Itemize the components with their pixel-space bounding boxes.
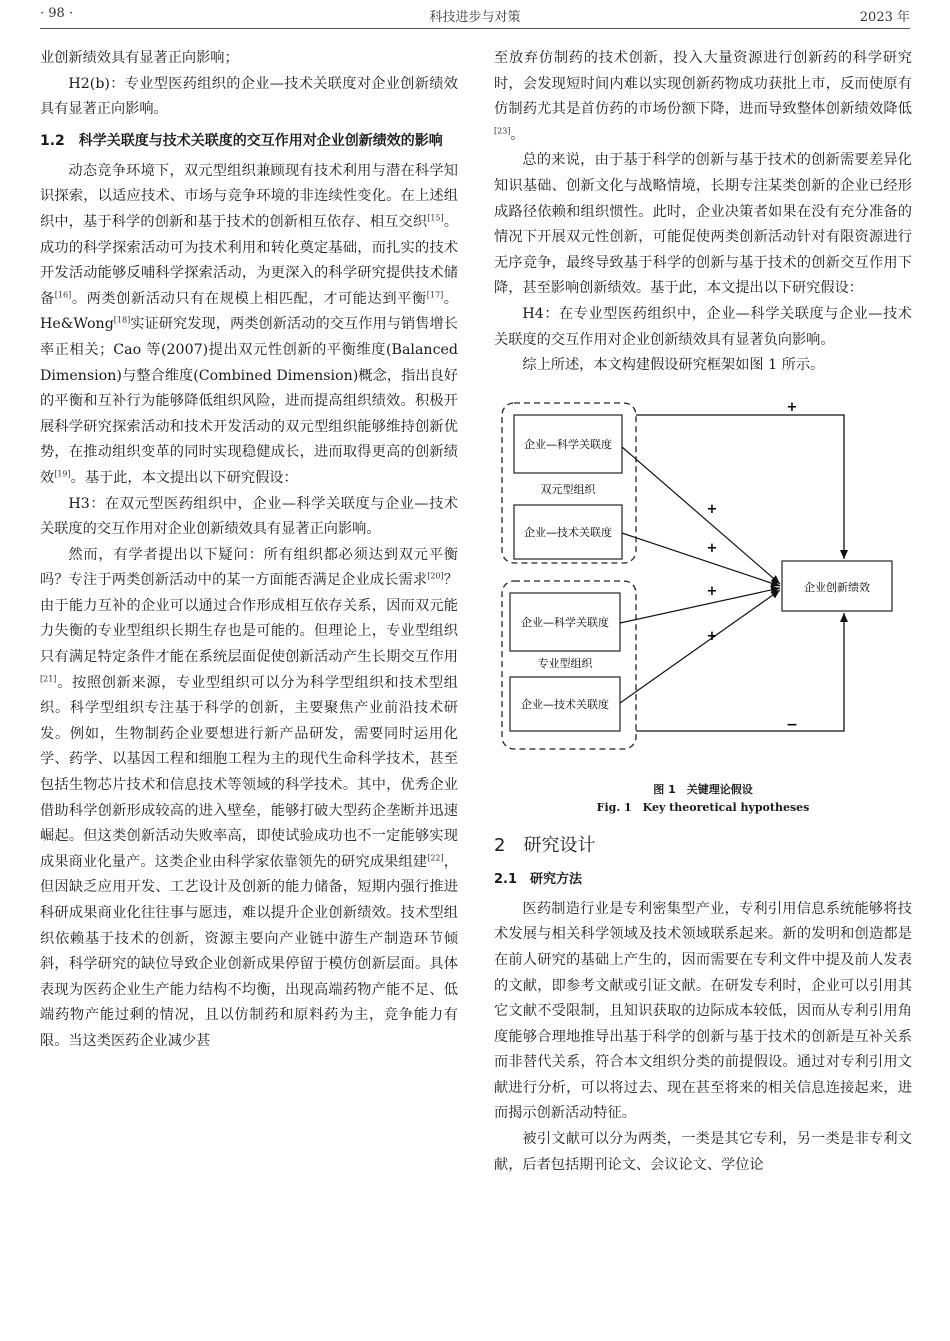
arrow-spec-tech xyxy=(620,590,780,703)
paragraph: 动态竞争环境下，双元型组织兼顾现有技术利用与潜在科学知识探索，以适应技术、市场与竞争环境的非连续性变化。在上述组织中，基于科学的创新和基于技术的创新相互依存、相互交织[15]。成功的科学探索活动可为技术利用和转化奠定基础，而扎实的技术开发活动能够反哺科学探索活动，为更深入的科学研究提供技术储备[16]。两类创新活动只有在规模上相匹配，才可能达到平衡[17]。He&Wong[18]实证研究发现，两类创新活动的交互作用与销售增长率正相关；Cao 等(2007)提出双元性创新的平衡维度(Balanced Dimension)与整合维度(Combined Dimension)概念，指出良好的平衡和互补行为能够降低组织风险，进而提高组织绩效。积极开展科学研究探索活动和技术开发活动的双元型组织能够维持创新优势，在推动组织变革的同时实现稳健成长，进而取得更高的创新绩效[19]。基于此，本文提出以下研究假设： xyxy=(40,162,458,486)
left-column xyxy=(40,46,458,1055)
hypothesis-h2b: H2(b)：专业型医药组织的企业—技术关联度对企业创新绩效具有显著正向影响。 xyxy=(40,75,458,118)
sign-minus: − xyxy=(786,716,798,733)
sign-plus: + xyxy=(706,628,718,644)
arrow-spec-science xyxy=(620,588,780,623)
group2-label: 专业型组织 xyxy=(537,656,593,670)
sign-plus: + xyxy=(706,540,718,556)
group1-label: 双元型组织 xyxy=(540,482,596,496)
outcome-label: 企业创新绩效 xyxy=(804,580,870,594)
citation: [19] xyxy=(54,469,71,479)
arrow-bottom xyxy=(636,613,844,731)
arrow-dual-science xyxy=(622,447,780,584)
figure-caption-zh: 图 1 关键理论假设 xyxy=(653,782,753,796)
box1-label: 企业—科学关联度 xyxy=(524,437,612,451)
right-column xyxy=(494,46,912,1178)
paragraph: 医药制造行业是专利密集型产业，专利引用信息系统能够将技术发展与相关科学领域及技术领域联系起来。新的发明和创造都是在前人研究的基础上产生的，因而需要在专利文件中提及前人发表的文献，即参考文献或引证文献。在研发专利时，企业可以引用其它文献不受限制，且知识获取的边际成本较低，因而从专利引用角度能够合理地推导出基于科学的创新与基于技术的创新是互补关系而非替代关系，符合本文组织分类的前提假设。通过对专利引用文献进行分析，可以将过去、现在甚至将来的相关信息连接起来，进而揭示创新活动特征。 xyxy=(494,900,912,1122)
section-heading-1-2: 1.2 科学关联度与技术关联度的交互作用对企业创新绩效的影响 xyxy=(40,132,443,149)
sign-plus: + xyxy=(706,583,718,599)
hypothesis-h3: H3：在双元型医药组织中，企业—科学关联度与企业—技术关联度的交互作用对企业创新绩效具有显著正向影响。 xyxy=(40,495,458,538)
sign-plus: + xyxy=(786,399,798,415)
arrow-dual-tech xyxy=(622,533,780,586)
hypothesis-h4: H4：在专业型医药组织中，企业—科学关联度与企业—技术关联度的交互作用对企业创新绩效具有显著负向影响。 xyxy=(494,305,912,348)
page-number: · 98 · xyxy=(40,6,74,21)
citation: [15] xyxy=(427,213,444,223)
box4-label: 企业—技术关联度 xyxy=(521,697,609,711)
citation: [17] xyxy=(426,290,444,300)
citation: [20] xyxy=(427,571,444,581)
arrow-top xyxy=(636,415,844,559)
section-heading-2-1: 2.1 研究方法 xyxy=(494,871,583,887)
paragraph: 被引文献可以分为两类，一类是其它专利，另一类是非专利文献，后者包括期刊论文、会议论文、学位论 xyxy=(494,1131,912,1173)
section-heading-2: 2 研究设计 xyxy=(494,834,596,856)
paragraph: 至放弃仿制药的技术创新，投入大量资源进行创新药的科学研究时，会发现短时间内难以实现创新药物成功获批上市，反而使原有仿制药尤其是首仿药的市场份额下降，进而导致整体创新绩效降低[23]。 xyxy=(494,50,912,143)
paragraph: 总的来说，由于基于科学的创新与基于技术的创新需要差异化知识基础、创新文化与战略情境，长期专注某类创新的企业已经形成路径依赖和组织惯性。此时，企业决策者如果在没有充分准备的情况下开展双元性创新，可能促使两类创新活动针对有限资源进行无序竞争，最终导致基于科学的创新与基于技术的创新交互作用下降，甚至影响创新绩效。基于此，本文提出以下研究假设： xyxy=(494,152,912,297)
sign-plus: + xyxy=(706,501,718,517)
citation: [16] xyxy=(54,290,72,300)
paragraph: 业创新绩效具有显著正向影响； xyxy=(40,50,239,66)
box3-label: 企业—科学关联度 xyxy=(521,615,609,629)
citation: [21] xyxy=(40,673,57,683)
journal-title: 科技进步与对策 xyxy=(429,10,521,25)
header-rule xyxy=(40,28,910,29)
figure-caption-en: Fig. 1 Key theoretical hypotheses xyxy=(596,800,810,814)
box2-label: 企业—技术关联度 xyxy=(524,525,612,539)
figure-1 xyxy=(494,385,912,777)
journal-year: 2023 年 xyxy=(859,10,910,25)
citation: [23] xyxy=(494,126,511,136)
paragraph: 然而，有学者提出以下疑问：所有组织都必须达到双元平衡吗？专注于两类创新活动中的某一方面能否满足企业成长需求[20]？由于能力互补的企业可以通过合作形成相互依存关系，因而双元能力失衡的专业型组织长期生存也是可能的。但理论上，专业型组织只有满足特定条件才能在系统层面促使创新活动产生长期交互作用[21]。按照创新来源，专业型组织可以分为科学型组织和技术型组织。科学型组织专注基于科学的创新，主要聚焦产业前沿技术研发。例如，生物制药企业要想进行新产品研发，需要同时运用化学、药学、以基因工程和细胞工程为主的现代生命科学技术，甚至包括生物芯片技术和信息技术等领域的科学技术。其中，优秀企业借助科学创新形成较高的进入壁垒，能够打破大型药企垄断并迅速崛起。但这类创新活动失败率高，即使试验成功也不一定能够实现成果商业化量产。这类企业由科学家依靠领先的研究成果组建[22]，但因缺乏应用开发、工艺设计及创新的能力储备，短期内强行推进科研成果商业化往往事与愿违，难以提升企业创新绩效。技术型组织依赖基于技术的创新，资源主要向产业链中游生产制造环节倾斜，科学研究的缺位导致企业创新成果停留于模仿创新层面。具体表现为医药企业生产能力结构不均衡，出现高端药物产能不足、低端药物产能过剩的情况，且以仿制药和原料药为主，竞争能力有限。当这类医药企业减少甚 xyxy=(40,546,458,1049)
paragraph: 综上所述，本文构建假设研究框架如图 1 所示。 xyxy=(522,357,825,374)
citation: [22] xyxy=(427,853,444,863)
hypothesis-diagram xyxy=(494,385,912,777)
running-header xyxy=(40,6,910,26)
citation: [18] xyxy=(113,315,131,325)
